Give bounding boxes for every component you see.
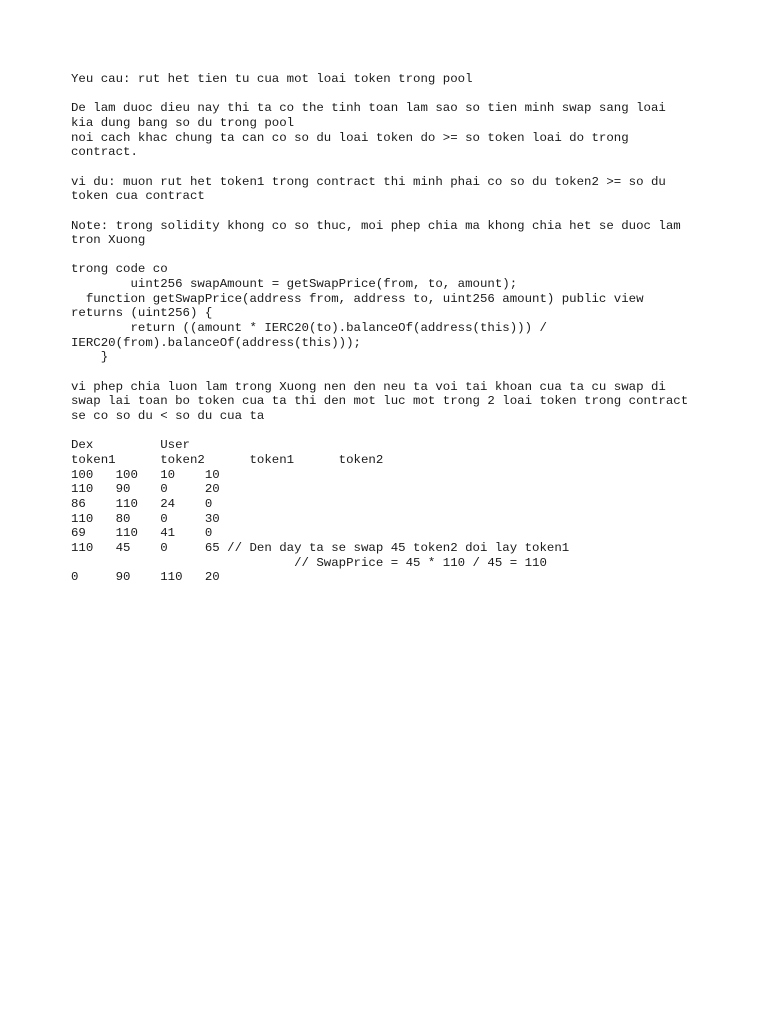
text-line: } [71,350,109,365]
blank-line [71,87,711,102]
text-line: contract. [71,145,138,160]
blank-line [71,424,711,439]
text-line: kia dung bang so du trong pool [71,115,295,130]
text-line: tron Xuong [71,233,146,248]
text-line: IERC20(from).balanceOf(address(this))); [71,335,361,350]
text-line: se co so du < so du cua ta [71,409,265,424]
text-line: token1 token2 token1 token2 [71,452,384,467]
text-line: 86 110 24 0 [71,496,213,511]
text-line: token cua contract [71,189,205,204]
text-line: returns (uint256) { [71,306,213,321]
document-text [71,72,711,585]
text-line: uint256 swapAmount = getSwapPrice(from, to, amount); [71,277,518,292]
text-line: vi du: muon rut het token1 trong contract thi minh phai co so du token2 >= so du [71,174,666,189]
text-line: 110 80 0 30 [71,511,220,526]
text-line: vi phep chia luon lam trong Xuong nen den neu ta voi tai khoan cua ta cu swap di [71,379,666,394]
text-line: 69 110 41 0 [71,526,213,541]
text-line: 110 90 0 20 [71,482,220,497]
text-line: function getSwapPrice(address from, address to, uint256 amount) public view [71,291,644,306]
text-line: Yeu cau: rut het tien tu cua mot loai token trong pool [71,72,473,86]
text-line: 0 90 110 20 [71,570,220,585]
text-line: return ((amount * IERC20(to).balanceOf(address(this))) / [71,321,547,336]
text-line: 100 100 10 10 [71,467,220,482]
text-line: noi cach khac chung ta can co so du loai token do >= so token loai do trong [71,130,629,145]
text-line: trong code co [71,262,168,277]
text-line: De lam duoc dieu nay thi ta co the tinh toan lam sao so tien minh swap sang loai [71,101,666,116]
blank-line [71,365,711,380]
text-line: 110 45 0 65 // Den day ta se swap 45 token2 doi lay token1 [71,540,570,555]
text-line: // SwapPrice = 45 * 110 / 45 = 110 [71,555,547,570]
text-line: swap lai toan bo token cua ta thi den mot luc mot trong 2 loai token trong contract [71,394,689,409]
text-line: Dex User [71,438,190,453]
blank-line [71,204,711,219]
blank-line [71,248,711,263]
text-line: Note: trong solidity khong co so thuc, moi phep chia ma khong chia het se duoc lam [71,218,681,233]
blank-line [71,160,711,175]
